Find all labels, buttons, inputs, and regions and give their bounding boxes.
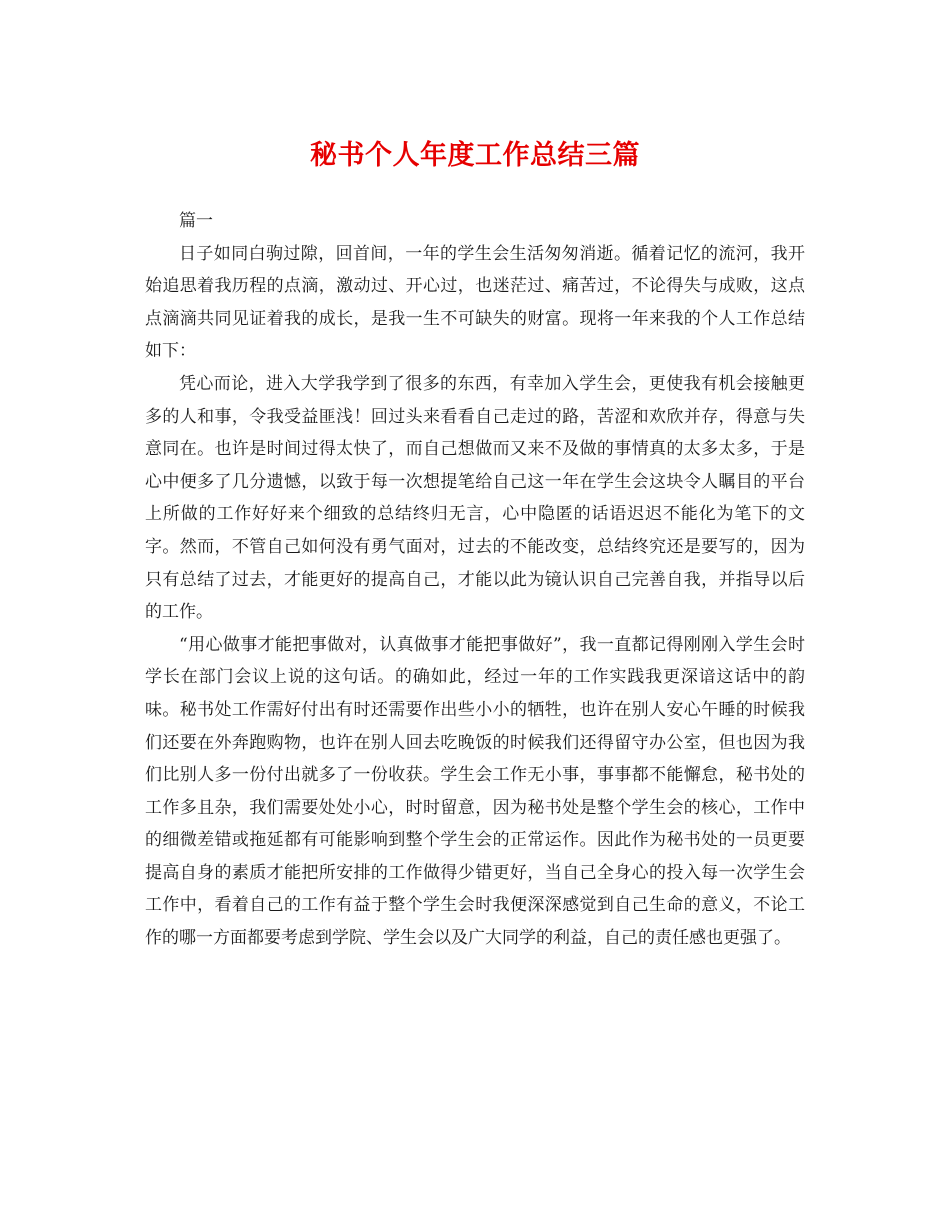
paragraph-reflection: 凭心而论，进入大学我学到了很多的东西，有幸加入学生会，更使我有机会接触更多的人和事，令我受益匪浅！回过头来看看自己走过的路，苦涩和欢欣并存，得意与失意同在。也许是时间过得太快了，而自己想做而又来不及做的事情真的太多太多，于是心中便多了几分遗憾，以致于每一次想提笔给自己这一年在学生会这块令人瞩目的平台上所做的工作好好来个细致的总结终归无言，心中隐匿的话语迟迟不能化为笔下的文字。然而，不管自己如何没有勇气面对，过去的不能改变，总结终究还是要写的，因为只有总结了过去，才能更好的提高自己，才能以此为镜认识自己完善自我，并指导以后的工作。	[145, 373, 805, 623]
document-title: 秘书个人年度工作总结三篇	[310, 140, 640, 171]
paragraph-intro: 日子如同白驹过隙，回首间，一年的学生会生活匆匆消逝。循着记忆的流河，我开始追思着我历程的点滴，激动过、开心过，也迷茫过、痛苦过，不论得失与成败，这点点滴滴共同见证着我的成长，是我一生不可缺失的财富。现将一年来我的个人工作总结如下：	[145, 243, 805, 362]
document-body	[145, 205, 805, 955]
paragraph-work-experience: “用心做事才能把事做对，认真做事才能把事做好”，我一直都记得刚刚入学生会时学长在部门会议上说的这句话。的确如此，经过一年的工作实践我更深谙这话中的韵味。秘书处工作需好付出有时还需要作出些小小的牺牲，也许在别人安心午睡的时候我们还要在外奔跑购物，也许在别人回去吃晚饭的时候我们还得留守办公室，但也因为我们比别人多一份付出就多了一份收获。学生会工作无小事，事事都不能懈怠，秘书处的工作多且杂，我们需要处处小心，时时留意，因为秘书处是整个学生会的核心，工作中的细微差错或拖延都有可能影响到整个学生会的正常运作。因此作为秘书处的一员更要提高自身的素质才能把所安排的工作做得少错更好，当自己全身心的投入每一次学生会工作中，看着自己的工作有益于整个学生会时我便深深感觉到自己生命的意义，不论工作的哪一方面都要考虑到学院、学生会以及广大同学的利益，自己的责任感也更强了。	[145, 634, 805, 949]
section-heading: 篇一	[179, 211, 213, 231]
